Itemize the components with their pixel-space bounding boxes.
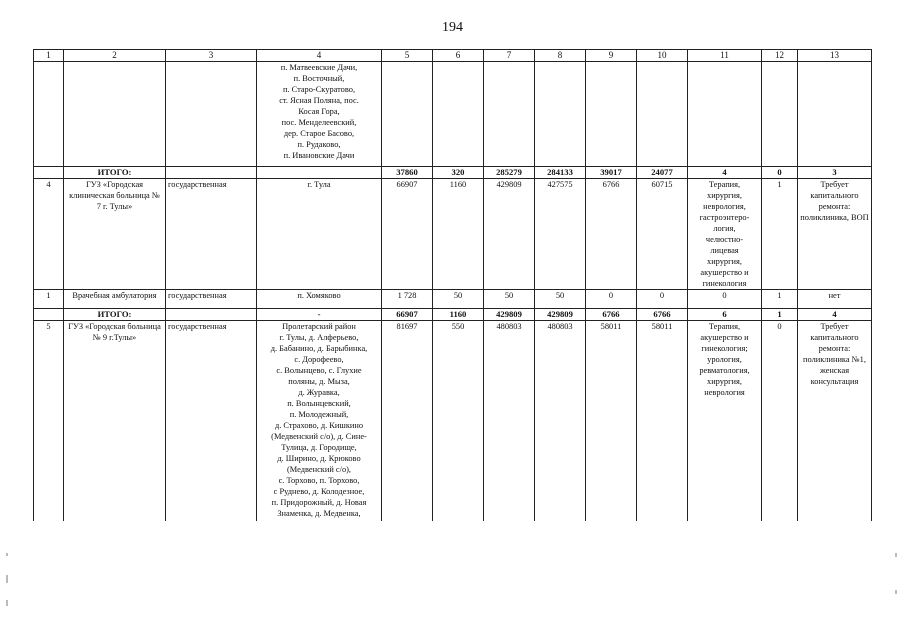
value-cell: 0: [637, 290, 688, 309]
ownership-cell: государственная: [166, 290, 257, 309]
value-cell: 50: [433, 290, 484, 309]
total-cell: 429809: [484, 309, 535, 321]
value-cell: 50: [535, 290, 586, 309]
scan-speck: [895, 590, 897, 594]
total-cell: 320: [433, 167, 484, 179]
institution-name: ГУЗ «Городская больница № 9 г.Тулы»: [64, 321, 166, 522]
column-header: 2: [64, 50, 166, 62]
scan-speck: [6, 600, 8, 606]
value-cell: 1: [762, 290, 798, 309]
note-cell: Требует капитального ремонта: поликлиника, ВОП: [798, 179, 872, 290]
total-cell: 284133: [535, 167, 586, 179]
ownership-cell: государственная: [166, 321, 257, 522]
total-row: [34, 309, 872, 321]
hospital-table: [33, 49, 872, 521]
value-cell: 480803: [535, 321, 586, 522]
page-number: 194: [442, 20, 463, 35]
locations-cell: Пролетарский район г. Тулы, д. Алферьево, д. Бабанино, д. Барыбинка, с. Дорофеево, с. Волынцево, с. Глухие поляны, д. Мыза, д. Журавка, п. Волынцевский, п. Молодежный, д. Страхово, д. Кишкино (Медвенский с/о), д. Сине- Тулица, д. Городище, д. Ширино, д. Крюково (Медвенский с/о), с. Торхово, п. Торхово, с Руднево, д. Колодезное, п. Придорожный, д. Новая Знаменка, д. Медвенка,: [257, 321, 382, 522]
column-header: 11: [688, 50, 762, 62]
value-cell: 427575: [535, 179, 586, 290]
total-cell: 39017: [586, 167, 637, 179]
locations-cell: п. Матвеевские Дачи, п. Восточный, п. Старо-Скуратово, ст. Ясная Поляна, пос. Косая Гора, пос. Менделеевский, дер. Старое Басово, п. Рудаково, п. Ивановские Дачи: [257, 62, 382, 167]
total-cell: 6766: [637, 309, 688, 321]
locations-cell: п. Хомяково: [257, 290, 382, 309]
column-header: 13: [798, 50, 872, 62]
column-header: 5: [382, 50, 433, 62]
total-cell: 285279: [484, 167, 535, 179]
table-row: [34, 321, 872, 522]
total-row: [34, 167, 872, 179]
total-cell: 6766: [586, 309, 637, 321]
value-cell: 58011: [586, 321, 637, 522]
value-cell: 81697: [382, 321, 433, 522]
total-cell: 37860: [382, 167, 433, 179]
total-cell: 6: [688, 309, 762, 321]
total-label: ИТОГО:: [64, 167, 166, 179]
value-cell: 0: [688, 290, 762, 309]
value-cell: 1 728: [382, 290, 433, 309]
row-number: 5: [34, 321, 64, 522]
total-cell: 24077: [637, 167, 688, 179]
column-header: 3: [166, 50, 257, 62]
header-row: [34, 50, 872, 62]
column-header: 10: [637, 50, 688, 62]
column-header: 9: [586, 50, 637, 62]
value-cell: 6766: [586, 179, 637, 290]
row-number: 4: [34, 179, 64, 290]
total-cell: 3: [798, 167, 872, 179]
institution-name: Врачебная амбулатория: [64, 290, 166, 309]
scan-speck: [6, 553, 8, 556]
ownership-cell: государственная: [166, 179, 257, 290]
column-header: 8: [535, 50, 586, 62]
note-cell: нет: [798, 290, 872, 309]
note-cell: Требует капитального ремонта: поликлиника №1, женская консультация: [798, 321, 872, 522]
value-cell: 1: [762, 179, 798, 290]
value-cell: 66907: [382, 179, 433, 290]
total-cell: 66907: [382, 309, 433, 321]
value-cell: 480803: [484, 321, 535, 522]
value-cell: 0: [586, 290, 637, 309]
scan-speck: [895, 553, 897, 557]
column-header: 12: [762, 50, 798, 62]
column-header: 1: [34, 50, 64, 62]
table-row: [34, 179, 872, 290]
total-cell: 0: [762, 167, 798, 179]
total-cell: 1160: [433, 309, 484, 321]
institution-name: ГУЗ «Городская клиническая больница № 7 г. Тулы»: [64, 179, 166, 290]
value-cell: 429809: [484, 179, 535, 290]
value-cell: 0: [762, 321, 798, 522]
value-cell: 58011: [637, 321, 688, 522]
value-cell: 550: [433, 321, 484, 522]
row-number: 1: [34, 290, 64, 309]
total-cell: 4: [798, 309, 872, 321]
total-cell: 1: [762, 309, 798, 321]
locations-cell: г. Тула: [257, 179, 382, 290]
column-header: 4: [257, 50, 382, 62]
total-cell: 4: [688, 167, 762, 179]
scan-speck: [6, 575, 8, 583]
specialties-cell: Терапия, хирургия, неврология, гастроэнтеро- логия, челюстно- лицевая хирургия, акушерство и гинекология: [688, 179, 762, 290]
value-cell: 60715: [637, 179, 688, 290]
total-cell: 429809: [535, 309, 586, 321]
table-row: [34, 290, 872, 309]
value-cell: 50: [484, 290, 535, 309]
value-cell: 1160: [433, 179, 484, 290]
specialties-cell: Терапия, акушерство и гинекология; урология, ревматология, хирургия, неврология: [688, 321, 762, 522]
column-header: 7: [484, 50, 535, 62]
total-label: ИТОГО:: [64, 309, 166, 321]
table-row: [34, 62, 872, 167]
total-cell: -: [257, 309, 382, 321]
column-header: 6: [433, 50, 484, 62]
